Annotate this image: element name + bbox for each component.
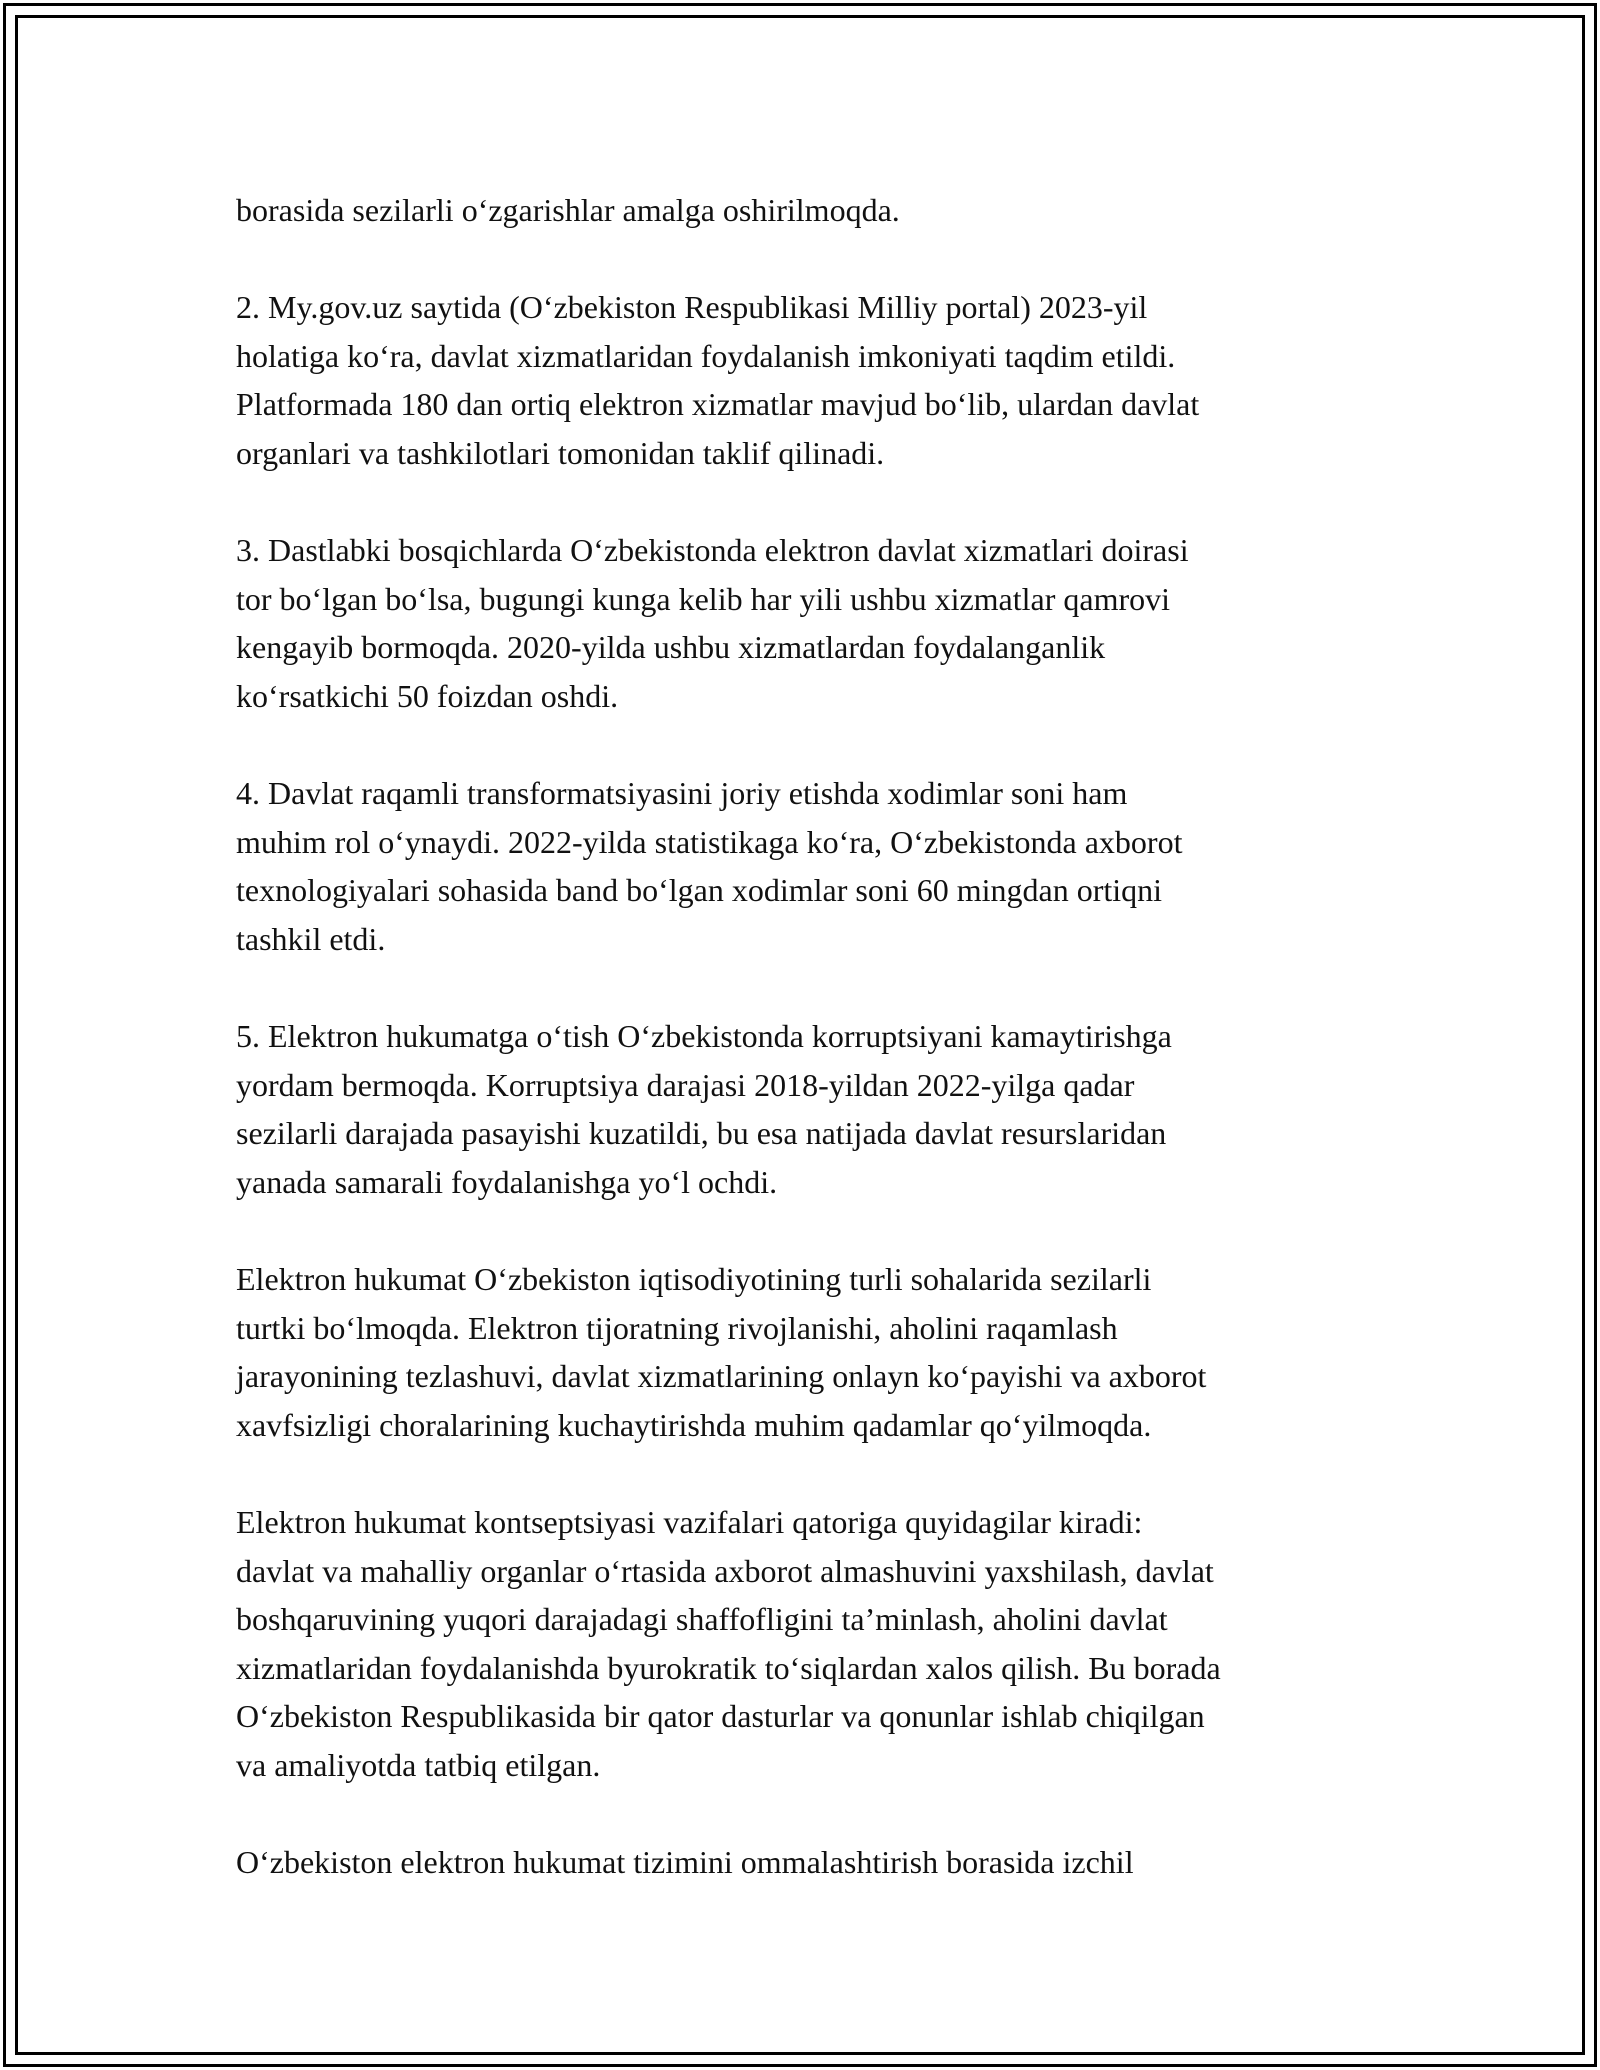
paragraph-item-2: 2. My.gov.uz saytida (O‘zbekiston Respublikasi Milliy portal) 2023-yil holatiga ko‘ra, davlat xizmatlaridan foydalanish imkoniyati taqdim etildi. Platformada 180 dan ortiq elektron xizmatlar mavjud bo‘lib, ulardan davlat organlari va tashkilotlari tomonidan taklif qilinadi. bbox=[236, 289, 1200, 471]
paragraph-item-4: 4. Davlat raqamli transformatsiyasini joriy etishda xodimlar soni ham muhim rol o‘ynaydi. 2022-yilda statistikaga ko‘ra, O‘zbekistonda axborot texnologiyalari sohasida band bo‘lgan xodimlar soni 60 mingdan ortiqni tashkil etdi. bbox=[236, 775, 1183, 957]
document-body bbox=[236, 186, 1386, 1935]
paragraph-item-5: 5. Elektron hukumatga o‘tish O‘zbekistonda korruptsiyani kamaytirishga yordam bermoqda. Korruptsiya darajasi 2018-yildan 2022-yilga qadar sezilarli darajada pasayishi kuzatildi, bu esa natijada davlat resurslaridan yanada samarali foydalanishga yo‘l ochdi. bbox=[236, 1018, 1172, 1200]
paragraph-final-fragment: O‘zbekiston elektron hukumat tizimini ommalashtirish borasida izchil bbox=[236, 1844, 1134, 1881]
paragraph-e-government-concept: Elektron hukumat kontseptsiyasi vazifalari qatoriga quyidagilar kiradi: davlat va mahalliy organlar o‘rtasida axborot almashuvini yaxshilash, davlat boshqaruvining yuqori darajadagi shaffofligini ta’minlash, aholini davlat xizmatlaridan foydalanishda byurokratik to‘siqlardan xalos qilish. Bu borada O‘zbekiston Respublikasida bir qator dasturlar va qonunlar ishlab chiqilgan va amaliyotda tatbiq etilgan. bbox=[236, 1504, 1221, 1783]
paragraph-item-3: 3. Dastlabki bosqichlarda O‘zbekistonda elektron davlat xizmatlari doirasi tor bo‘lgan bo‘lsa, bugungi kunga kelib har yili ushbu xizmatlar qamrovi kengayib bormoqda. 2020-yilda ushbu xizmatlardan foydalanganlik ko‘rsatkichi 50 foizdan oshdi. bbox=[236, 532, 1189, 714]
paragraph-continuation: borasida sezilarli o‘zgarishlar amalga oshirilmoqda. bbox=[236, 192, 900, 228]
paragraph-e-government-economy: Elektron hukumat O‘zbekiston iqtisodiyotining turli sohalarida sezilarli turtki bo‘lmoqda. Elektron tijoratning rivojlanishi, aholini raqamlash jarayonining tezlashuvi, davlat xizmatlarining onlayn ko‘payishi va axborot xavfsizligi choralarining kuchaytirishda muhim qadamlar qo‘yilmoqda. bbox=[236, 1261, 1207, 1443]
